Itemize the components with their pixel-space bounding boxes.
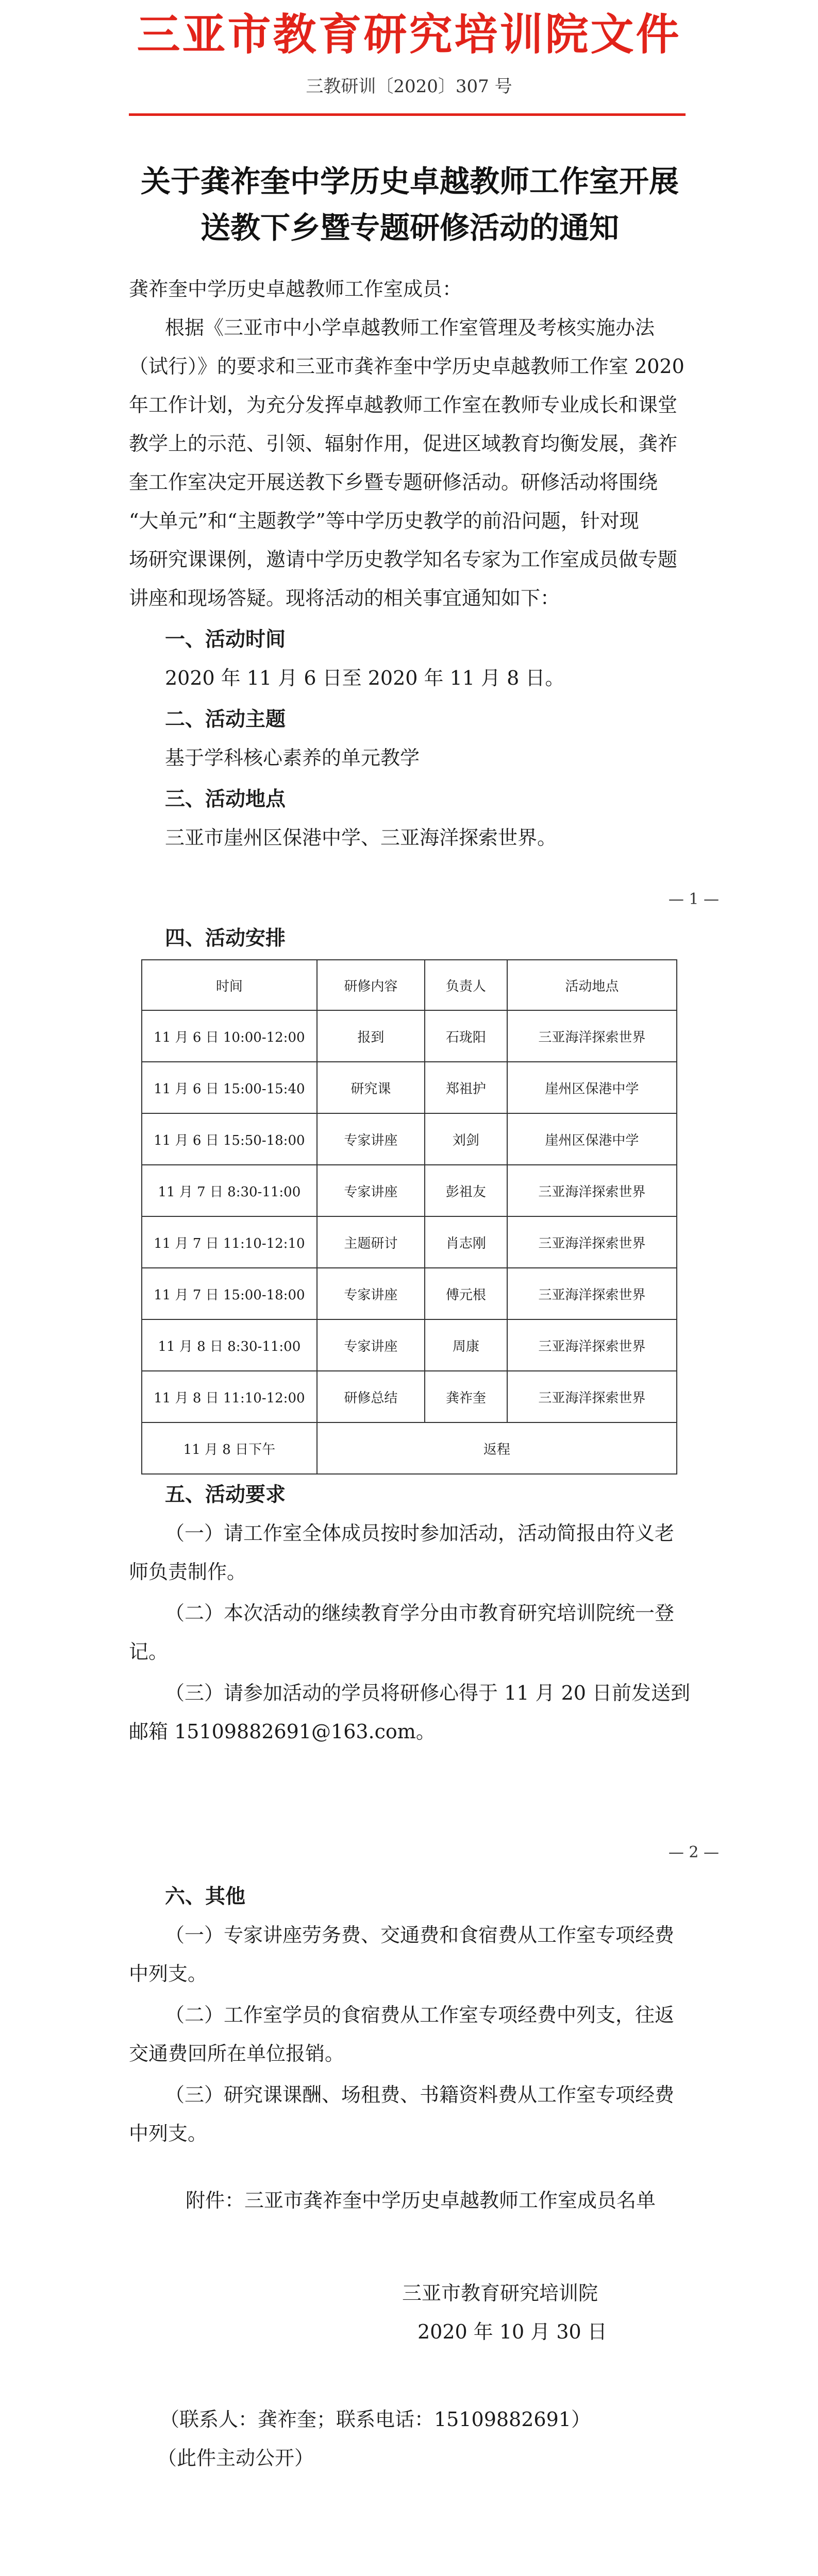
other-2-line-1: （二）工作室学员的食宿费从工作室专项经费中列支，往返 bbox=[165, 2004, 675, 2026]
table-header-cell: 活动地点 bbox=[507, 960, 677, 1010]
table-row bbox=[142, 1113, 677, 1165]
other-2-line-2: 交通费回所在单位报销。 bbox=[129, 2042, 345, 2065]
table-row bbox=[142, 1268, 677, 1319]
table-cell: 研修总结 bbox=[317, 1371, 425, 1422]
section-heading-location: 三、活动地点 bbox=[165, 788, 286, 811]
requirement-3-line-1: （三）请参加活动的学员将研修心得于 11 月 20 日前发送到 bbox=[165, 1682, 691, 1704]
intro-line: 奎工作室决定开展送教下乡暨专题研修活动。研修活动将围绕 bbox=[129, 471, 658, 494]
table-cell: 主题研讨 bbox=[317, 1216, 425, 1268]
other-1-line-2: 中列支。 bbox=[129, 1962, 208, 1985]
document-number: 三教研训〔2020〕307 号 bbox=[306, 76, 512, 97]
table-row bbox=[142, 1062, 677, 1113]
table-cell-merged: 返程 bbox=[317, 1422, 677, 1474]
table-row bbox=[142, 1165, 677, 1216]
table-row-return bbox=[142, 1422, 677, 1474]
table-row bbox=[142, 1371, 677, 1422]
table-cell: 傅元根 bbox=[425, 1268, 507, 1319]
table-row bbox=[142, 1010, 677, 1062]
table-cell: 肖志刚 bbox=[425, 1216, 507, 1268]
disclosure-note: （此件主动公开） bbox=[157, 2447, 314, 2469]
table-cell: 彭祖友 bbox=[425, 1165, 507, 1216]
section-text-time: 2020 年 11 月 6 日至 2020 年 11 月 8 日。 bbox=[165, 667, 565, 689]
table-cell: 11 月 7 日 8:30-11:00 bbox=[142, 1165, 317, 1216]
table-cell: 11 月 6 日 15:00-15:40 bbox=[142, 1062, 317, 1113]
salutation: 龚祚奎中学历史卓越教师工作室成员： bbox=[129, 278, 462, 300]
section-heading-requirements: 五、活动要求 bbox=[165, 1483, 286, 1506]
intro-line: 教学上的示范、引领、辐射作用，促进区域教育均衡发展，龚祚 bbox=[129, 432, 678, 455]
contact-info: （联系人：龚祚奎；联系电话：15109882691） bbox=[160, 2408, 591, 2431]
table-cell: 11 月 7 日 15:00-18:00 bbox=[142, 1268, 317, 1319]
section-heading-theme: 二、活动主题 bbox=[165, 708, 286, 731]
table-cell: 三亚海洋探索世界 bbox=[507, 1216, 677, 1268]
section-heading-time: 一、活动时间 bbox=[165, 628, 286, 651]
table-cell: 11 月 6 日 15:50-18:00 bbox=[142, 1113, 317, 1165]
table-cell: 研究课 bbox=[317, 1062, 425, 1113]
requirement-1-line-1: （一）请工作室全体成员按时参加活动，活动简报由符义老 bbox=[165, 1522, 675, 1545]
table-cell: 周康 bbox=[425, 1319, 507, 1371]
intro-line: 根据《三亚市中小学卓越教师工作室管理及考核实施办法 bbox=[165, 316, 655, 339]
page-number: — 1 — bbox=[668, 890, 719, 908]
section-text-location: 三亚市崖州区保港中学、三亚海洋探索世界。 bbox=[165, 826, 557, 849]
table-cell: 专家讲座 bbox=[317, 1165, 425, 1216]
table-cell: 三亚海洋探索世界 bbox=[507, 1010, 677, 1062]
table-header-cell: 时间 bbox=[142, 960, 317, 1010]
attachment-note: 附件：三亚市龚祚奎中学历史卓越教师工作室成员名单 bbox=[186, 2189, 656, 2212]
document-masthead: 三亚市教育研究培训院文件 bbox=[137, 9, 681, 60]
table-cell: 报到 bbox=[317, 1010, 425, 1062]
table-cell: 三亚海洋探索世界 bbox=[507, 1268, 677, 1319]
requirement-3-line-2: 邮箱 15109882691@163.com。 bbox=[129, 1720, 436, 1743]
table-cell: 石珑阳 bbox=[425, 1010, 507, 1062]
table-header-cell: 研修内容 bbox=[317, 960, 425, 1010]
schedule-table bbox=[141, 959, 677, 1475]
section-text-theme: 基于学科核心素养的单元教学 bbox=[165, 747, 420, 769]
intro-line: 年工作计划，为充分发挥卓越教师工作室在教师专业成长和课堂 bbox=[129, 394, 678, 416]
requirement-1-line-2: 师负责制作。 bbox=[129, 1561, 247, 1583]
table-cell: 11 月 7 日 11:10-12:10 bbox=[142, 1216, 317, 1268]
table-cell: 11 月 6 日 10:00-12:00 bbox=[142, 1010, 317, 1062]
section-heading-other: 六、其他 bbox=[165, 1885, 246, 1908]
document-title-line-1: 关于龚祚奎中学历史卓越教师工作室开展 bbox=[140, 164, 679, 199]
table-cell: 11 月 8 日 8:30-11:00 bbox=[142, 1319, 317, 1371]
other-3-line-2: 中列支。 bbox=[129, 2122, 208, 2145]
table-cell: 三亚海洋探索世界 bbox=[507, 1319, 677, 1371]
table-cell: 龚祚奎 bbox=[425, 1371, 507, 1422]
requirement-2-line-2: 记。 bbox=[129, 1640, 169, 1663]
table-row bbox=[142, 1216, 677, 1268]
page-number: — 2 — bbox=[668, 1843, 719, 1861]
table-cell: 专家讲座 bbox=[317, 1113, 425, 1165]
table-cell: 三亚海洋探索世界 bbox=[507, 1165, 677, 1216]
intro-line: 讲座和现场答疑。现将活动的相关事宜通知如下： bbox=[129, 587, 560, 609]
section-heading-schedule: 四、活动安排 bbox=[165, 927, 286, 950]
table-cell: 三亚海洋探索世界 bbox=[507, 1371, 677, 1422]
table-cell: 刘剑 bbox=[425, 1113, 507, 1165]
intro-line: （试行）》的要求和三亚市龚祚奎中学历史卓越教师工作室 2020 bbox=[129, 355, 685, 378]
other-3-line-1: （三）研究课课酬、场租费、书籍资料费从工作室专项经费 bbox=[165, 2083, 675, 2106]
table-cell: 崖州区保港中学 bbox=[507, 1062, 677, 1113]
table-cell: 11 月 8 日下午 bbox=[142, 1422, 317, 1474]
table-header-row bbox=[142, 960, 677, 1010]
document-title-line-2: 送教下乡暨专题研修活动的通知 bbox=[200, 210, 619, 245]
table-cell: 专家讲座 bbox=[317, 1319, 425, 1371]
table-row bbox=[142, 1319, 677, 1371]
table-cell: 郑祖护 bbox=[425, 1062, 507, 1113]
requirement-2-line-1: （二）本次活动的继续教育学分由市教育研究培训院统一登 bbox=[165, 1602, 675, 1624]
signature-organization: 三亚市教育研究培训院 bbox=[402, 2282, 598, 2304]
table-cell: 11 月 8 日 11:10-12:00 bbox=[142, 1371, 317, 1422]
other-1-line-1: （一）专家讲座劳务费、交通费和食宿费从工作室专项经费 bbox=[165, 1924, 675, 1946]
red-separator-line bbox=[129, 113, 686, 116]
intro-line: “大单元”和“主题教学”等中学历史教学的前沿问题，针对现 bbox=[129, 510, 639, 532]
signature-date: 2020 年 10 月 30 日 bbox=[418, 2320, 607, 2343]
table-cell: 崖州区保港中学 bbox=[507, 1113, 677, 1165]
intro-line: 场研究课课例，邀请中学历史教学知名专家为工作室成员做专题 bbox=[129, 548, 678, 571]
table-cell: 专家讲座 bbox=[317, 1268, 425, 1319]
table-header-cell: 负责人 bbox=[425, 960, 507, 1010]
